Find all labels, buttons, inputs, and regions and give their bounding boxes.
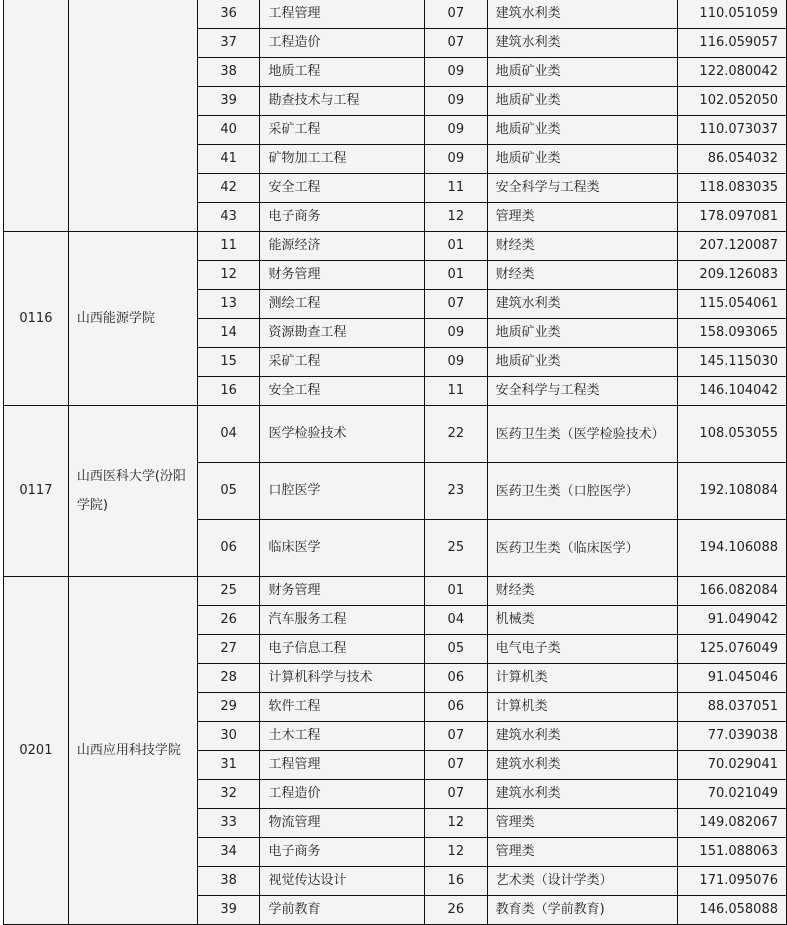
category-no-cell: 12 bbox=[424, 838, 487, 867]
category-no-cell: 23 bbox=[424, 463, 487, 520]
category-no-cell: 09 bbox=[424, 87, 487, 116]
score-cell: 192.108084 bbox=[678, 463, 787, 520]
category-name-cell: 计算机类 bbox=[487, 664, 677, 693]
score-cell: 115.054061 bbox=[678, 290, 787, 319]
major-no-cell: 34 bbox=[197, 838, 260, 867]
major-name-cell: 电子信息工程 bbox=[260, 635, 425, 664]
major-name-cell: 测绘工程 bbox=[260, 290, 425, 319]
category-name-cell: 教育类（学前教育) bbox=[487, 896, 677, 925]
table-row bbox=[4, 577, 787, 606]
school-name-cell: 山西能源学院 bbox=[68, 232, 197, 406]
score-cell: 110.073037 bbox=[678, 116, 787, 145]
major-no-cell: 40 bbox=[197, 116, 260, 145]
score-cell: 149.082067 bbox=[678, 809, 787, 838]
major-no-cell: 30 bbox=[197, 722, 260, 751]
score-cell: 86.054032 bbox=[678, 145, 787, 174]
category-no-cell: 07 bbox=[424, 290, 487, 319]
major-name-cell: 安全工程 bbox=[260, 174, 425, 203]
major-name-cell: 土木工程 bbox=[260, 722, 425, 751]
category-no-cell: 07 bbox=[424, 751, 487, 780]
school-code-cell: 0117 bbox=[4, 406, 69, 577]
score-cell: 102.052050 bbox=[678, 87, 787, 116]
major-no-cell: 43 bbox=[197, 203, 260, 232]
major-name-cell: 临床医学 bbox=[260, 520, 425, 577]
major-name-cell: 矿物加工工程 bbox=[260, 145, 425, 174]
score-cell: 110.051059 bbox=[678, 0, 787, 29]
category-name-cell: 地质矿业类 bbox=[487, 145, 677, 174]
score-cell: 70.029041 bbox=[678, 751, 787, 780]
table-row bbox=[4, 406, 787, 463]
score-cell: 77.039038 bbox=[678, 722, 787, 751]
category-name-cell: 医药卫生类（口腔医学） bbox=[487, 463, 677, 520]
score-cell: 151.088063 bbox=[678, 838, 787, 867]
major-name-cell: 软件工程 bbox=[260, 693, 425, 722]
major-no-cell: 38 bbox=[197, 58, 260, 87]
major-no-cell: 15 bbox=[197, 348, 260, 377]
category-no-cell: 12 bbox=[424, 203, 487, 232]
score-cell: 108.053055 bbox=[678, 406, 787, 463]
category-name-cell: 艺术类（设计学类） bbox=[487, 867, 677, 896]
score-cell: 171.095076 bbox=[678, 867, 787, 896]
category-no-cell: 11 bbox=[424, 377, 487, 406]
major-name-cell: 工程造价 bbox=[260, 780, 425, 809]
category-no-cell: 11 bbox=[424, 174, 487, 203]
major-name-cell: 采矿工程 bbox=[260, 348, 425, 377]
major-name-cell: 财务管理 bbox=[260, 577, 425, 606]
category-no-cell: 05 bbox=[424, 635, 487, 664]
major-no-cell: 33 bbox=[197, 809, 260, 838]
major-name-cell: 工程管理 bbox=[260, 751, 425, 780]
score-cell: 146.058088 bbox=[678, 896, 787, 925]
category-no-cell: 07 bbox=[424, 722, 487, 751]
score-cell: 207.120087 bbox=[678, 232, 787, 261]
category-name-cell: 管理类 bbox=[487, 838, 677, 867]
major-no-cell: 13 bbox=[197, 290, 260, 319]
category-name-cell: 建筑水利类 bbox=[487, 29, 677, 58]
category-name-cell: 管理类 bbox=[487, 203, 677, 232]
category-name-cell: 管理类 bbox=[487, 809, 677, 838]
score-cell: 116.059057 bbox=[678, 29, 787, 58]
major-name-cell: 采矿工程 bbox=[260, 116, 425, 145]
major-name-cell: 工程管理 bbox=[260, 0, 425, 29]
score-cell: 122.080042 bbox=[678, 58, 787, 87]
category-no-cell: 09 bbox=[424, 116, 487, 145]
category-name-cell: 机械类 bbox=[487, 606, 677, 635]
major-no-cell: 41 bbox=[197, 145, 260, 174]
category-name-cell: 医药卫生类（临床医学） bbox=[487, 520, 677, 577]
major-no-cell: 26 bbox=[197, 606, 260, 635]
major-name-cell: 电子商务 bbox=[260, 838, 425, 867]
category-name-cell: 财经类 bbox=[487, 232, 677, 261]
admission-score-table bbox=[3, 0, 787, 925]
major-name-cell: 能源经济 bbox=[260, 232, 425, 261]
major-name-cell: 财务管理 bbox=[260, 261, 425, 290]
major-no-cell: 12 bbox=[197, 261, 260, 290]
major-no-cell: 36 bbox=[197, 0, 260, 29]
category-name-cell: 安全科学与工程类 bbox=[487, 377, 677, 406]
school-code-cell: 0201 bbox=[4, 577, 69, 925]
category-name-cell: 计算机类 bbox=[487, 693, 677, 722]
category-no-cell: 12 bbox=[424, 809, 487, 838]
category-no-cell: 01 bbox=[424, 577, 487, 606]
major-name-cell: 学前教育 bbox=[260, 896, 425, 925]
score-cell: 146.104042 bbox=[678, 377, 787, 406]
major-name-cell: 勘查技术与工程 bbox=[260, 87, 425, 116]
category-name-cell: 地质矿业类 bbox=[487, 319, 677, 348]
major-name-cell: 物流管理 bbox=[260, 809, 425, 838]
school-name-cell: 山西医科大学(汾阳学院) bbox=[68, 406, 197, 577]
category-no-cell: 22 bbox=[424, 406, 487, 463]
category-name-cell: 财经类 bbox=[487, 261, 677, 290]
major-no-cell: 39 bbox=[197, 87, 260, 116]
school-name-cell: 山西应用科技学院 bbox=[68, 577, 197, 925]
major-no-cell: 31 bbox=[197, 751, 260, 780]
school-code-cell bbox=[4, 0, 69, 232]
major-no-cell: 05 bbox=[197, 463, 260, 520]
category-no-cell: 09 bbox=[424, 58, 487, 87]
school-name-cell bbox=[68, 0, 197, 232]
category-name-cell: 建筑水利类 bbox=[487, 290, 677, 319]
score-cell: 118.083035 bbox=[678, 174, 787, 203]
category-no-cell: 01 bbox=[424, 261, 487, 290]
score-cell: 145.115030 bbox=[678, 348, 787, 377]
major-no-cell: 32 bbox=[197, 780, 260, 809]
category-no-cell: 01 bbox=[424, 232, 487, 261]
major-name-cell: 工程造价 bbox=[260, 29, 425, 58]
score-cell: 88.037051 bbox=[678, 693, 787, 722]
category-no-cell: 09 bbox=[424, 348, 487, 377]
major-name-cell: 计算机科学与技术 bbox=[260, 664, 425, 693]
score-cell: 125.076049 bbox=[678, 635, 787, 664]
major-no-cell: 11 bbox=[197, 232, 260, 261]
score-cell: 158.093065 bbox=[678, 319, 787, 348]
score-cell: 166.082084 bbox=[678, 577, 787, 606]
major-name-cell: 医学检验技术 bbox=[260, 406, 425, 463]
major-no-cell: 37 bbox=[197, 29, 260, 58]
table-body bbox=[4, 0, 787, 925]
major-no-cell: 16 bbox=[197, 377, 260, 406]
category-name-cell: 地质矿业类 bbox=[487, 87, 677, 116]
major-no-cell: 42 bbox=[197, 174, 260, 203]
major-no-cell: 39 bbox=[197, 896, 260, 925]
category-no-cell: 26 bbox=[424, 896, 487, 925]
major-no-cell: 14 bbox=[197, 319, 260, 348]
category-name-cell: 地质矿业类 bbox=[487, 116, 677, 145]
major-name-cell: 汽车服务工程 bbox=[260, 606, 425, 635]
score-cell: 209.126083 bbox=[678, 261, 787, 290]
major-name-cell: 视觉传达设计 bbox=[260, 867, 425, 896]
major-no-cell: 38 bbox=[197, 867, 260, 896]
school-code-cell: 0116 bbox=[4, 232, 69, 406]
major-name-cell: 资源勘查工程 bbox=[260, 319, 425, 348]
category-name-cell: 建筑水利类 bbox=[487, 780, 677, 809]
major-name-cell: 口腔医学 bbox=[260, 463, 425, 520]
category-no-cell: 06 bbox=[424, 693, 487, 722]
category-no-cell: 07 bbox=[424, 0, 487, 29]
table-row bbox=[4, 232, 787, 261]
score-cell: 91.049042 bbox=[678, 606, 787, 635]
category-name-cell: 电气电子类 bbox=[487, 635, 677, 664]
category-name-cell: 地质矿业类 bbox=[487, 348, 677, 377]
category-name-cell: 财经类 bbox=[487, 577, 677, 606]
category-no-cell: 09 bbox=[424, 319, 487, 348]
category-name-cell: 地质矿业类 bbox=[487, 58, 677, 87]
score-cell: 70.021049 bbox=[678, 780, 787, 809]
score-cell: 194.106088 bbox=[678, 520, 787, 577]
category-no-cell: 06 bbox=[424, 664, 487, 693]
category-name-cell: 安全科学与工程类 bbox=[487, 174, 677, 203]
category-no-cell: 16 bbox=[424, 867, 487, 896]
score-cell: 178.097081 bbox=[678, 203, 787, 232]
major-name-cell: 地质工程 bbox=[260, 58, 425, 87]
major-name-cell: 电子商务 bbox=[260, 203, 425, 232]
major-no-cell: 04 bbox=[197, 406, 260, 463]
major-no-cell: 29 bbox=[197, 693, 260, 722]
category-no-cell: 07 bbox=[424, 780, 487, 809]
category-name-cell: 建筑水利类 bbox=[487, 751, 677, 780]
major-name-cell: 安全工程 bbox=[260, 377, 425, 406]
table-row bbox=[4, 0, 787, 29]
major-no-cell: 28 bbox=[197, 664, 260, 693]
score-cell: 91.045046 bbox=[678, 664, 787, 693]
category-no-cell: 07 bbox=[424, 29, 487, 58]
major-no-cell: 27 bbox=[197, 635, 260, 664]
category-no-cell: 04 bbox=[424, 606, 487, 635]
category-no-cell: 09 bbox=[424, 145, 487, 174]
major-no-cell: 25 bbox=[197, 577, 260, 606]
major-no-cell: 06 bbox=[197, 520, 260, 577]
category-name-cell: 建筑水利类 bbox=[487, 0, 677, 29]
category-name-cell: 建筑水利类 bbox=[487, 722, 677, 751]
category-no-cell: 25 bbox=[424, 520, 487, 577]
category-name-cell: 医药卫生类（医学检验技术） bbox=[487, 406, 677, 463]
